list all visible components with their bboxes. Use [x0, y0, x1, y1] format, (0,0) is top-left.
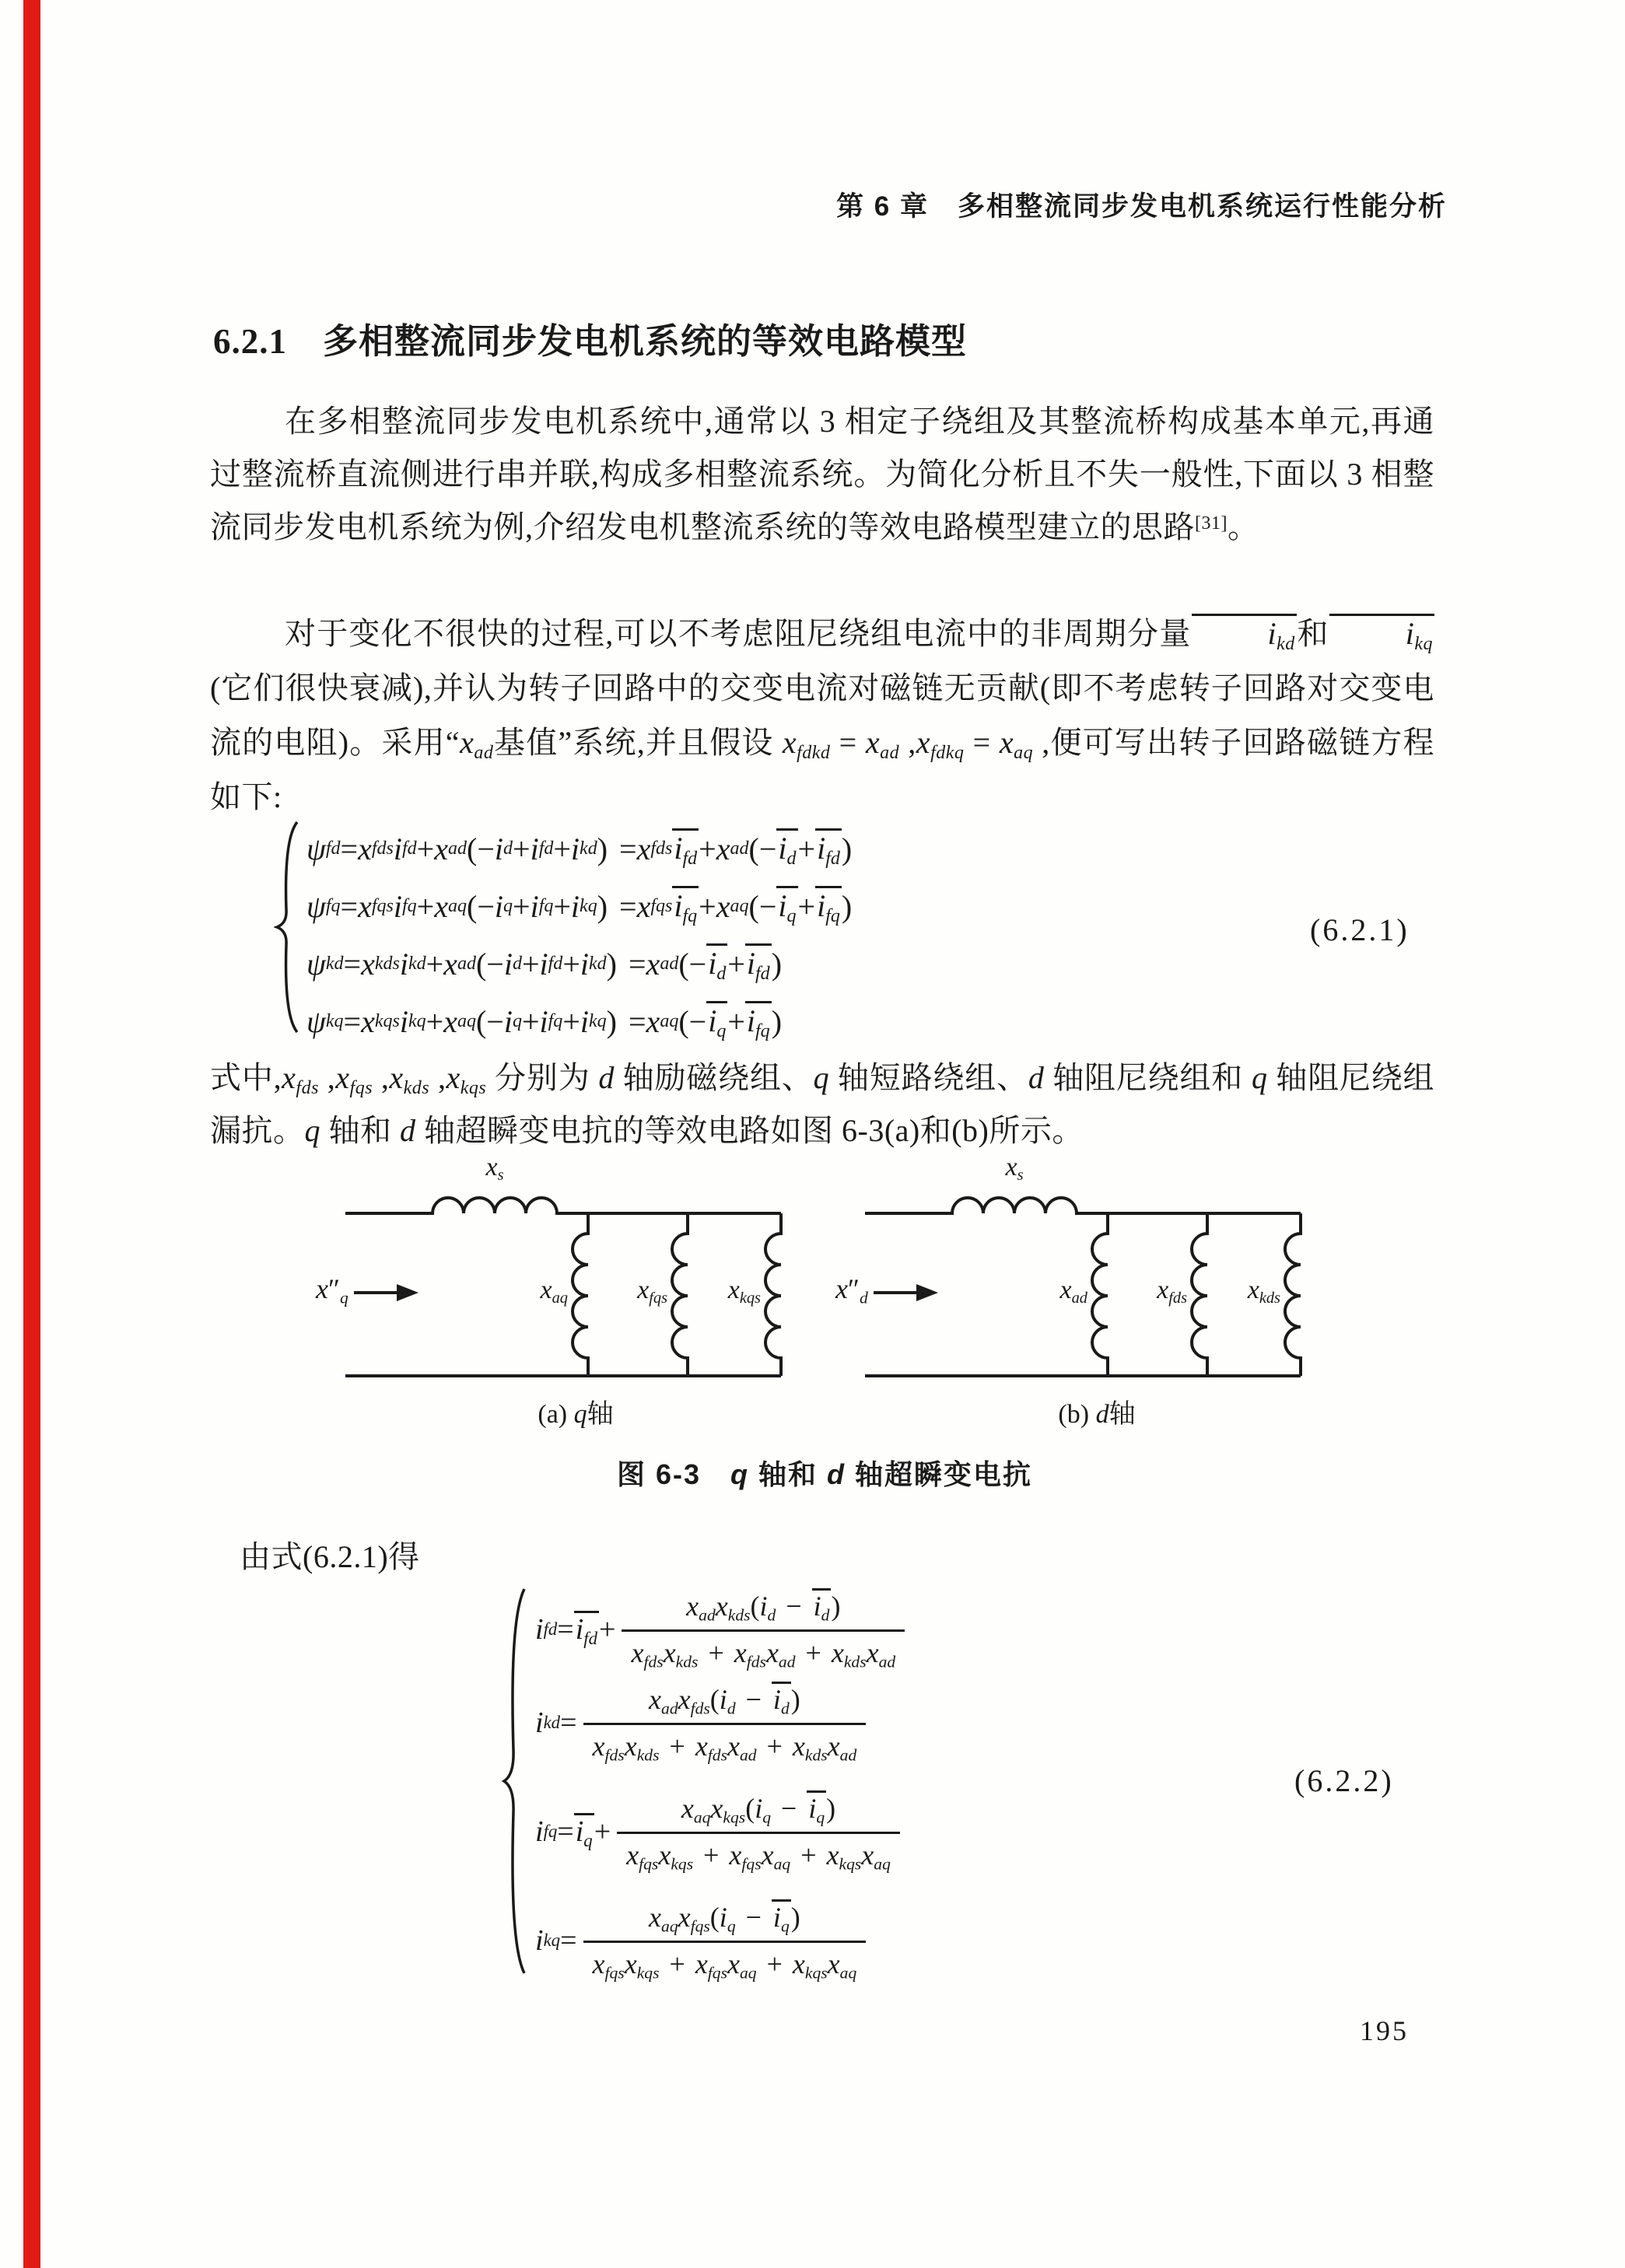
current-direction-arrow-icon	[354, 1284, 419, 1301]
equation-line: ψ fd = x fds i fd + x ad (− i d + i fd + i kd ) = x fds $i_{fd}$ + x ad (− $i_d$ + $i_{fd}$ )	[306, 820, 852, 877]
branch-reactance-label: $x_{kds}$	[1247, 1276, 1280, 1307]
equation-6-2-2-brace	[501, 1587, 527, 1976]
paragraph-where: 式中$,x_{fds}$ $,x_{fqs}$ $,x_{kds}$ $,x_{kqs}$ 分别为 d 轴励磁绕组、q 轴短路绕组、d 轴阻尼绕组和 q 轴阻尼绕组漏抗。q 轴和 d 轴超瞬变电抗的等效电路如图 6-3(a)和(b)所示。	[210, 1060, 1435, 1148]
branch-reactance-label: $x_{ad}$	[1059, 1276, 1087, 1307]
sub-caption-b: (b) d轴	[1058, 1400, 1136, 1429]
sub-caption-a: (a) q轴	[538, 1400, 614, 1429]
equation-line: i kd = $\frac{x_{ad}x_{fds}(i_d - i_d)}{x_{fds}x_{kds} + x_{fds}x_{ad} + x_{kds}x_{ad}}$	[535, 1676, 911, 1769]
branch-reactance-label: $x_{fds}$	[1157, 1276, 1187, 1307]
paragraph-assumptions: 对于变化不很快的过程,可以不考虑阻尼绕组电流中的非周期分量 $i_{kd}$和 $i_{kq}$(它们很快衰减),并认为转子回路中的交变电流对磁链无贡献(即不考虑转子回路对交变电流的电阻)。采用“$x_{ad}$基值”系统,并且假设 $x_{fdkd} = x_{ad}$ $,x_{fdkq} = x_{aq}$ ,便可写出转子回路磁链方程如下:	[210, 607, 1434, 824]
input-reactance-label: $x''_q$	[316, 1273, 348, 1307]
page-number: 195	[1360, 2015, 1409, 2046]
section-title: 多相整流同步发电机系统的等效电路模型	[323, 321, 968, 361]
figure-caption: 图 6-3 q 轴和 d 轴超瞬变电抗	[616, 1458, 1033, 1490]
equation-6-2-1-brace	[274, 820, 300, 1034]
paragraph-intro: 在多相整流同步发电机系统中,通常以 3 相定子绕组及其整流桥构成基本单元,再通过整流桥直流侧进行串并联,构成多相整流系统。为简化分析且不失一般性,下面以 3 相整流同步发电机系统为例,介绍发电机整流系统的等效电路模型建立的思路[31]。	[210, 404, 1434, 544]
scan-edge-artifact	[23, 0, 40, 2268]
section-number: 6.2.1	[213, 322, 287, 361]
equation-number-6-2-1: (6.2.1)	[1310, 912, 1410, 947]
branch-reactance-label: $x_{aq}$	[540, 1276, 568, 1307]
equation-line: i fq = $i_q$ + $\frac{x_{aq}x_{kqs}(i_q - i_q)}{x_{fqs}x_{kqs} + x_{fqs}x_{aq} + x_{kqs}x_{aq}}$	[535, 1769, 911, 1894]
branch-reactance-label: $x_{kqs}$	[727, 1276, 761, 1307]
equation-6-2-1	[306, 820, 852, 1050]
section-heading	[213, 313, 967, 363]
series-inductor-icon	[865, 1198, 1301, 1213]
derive-line: 由式(6.2.1)得	[240, 1539, 420, 1574]
shunt-inductor-icon	[1285, 1213, 1301, 1376]
input-reactance-label: $x''_d$	[835, 1273, 868, 1307]
equation-line: ψ fq = x fqs i fq + x aq (− i q + i fq + i kq ) = x fqs $i_{fq}$ + x aq (− $i_q$ + $i_{fq}$ )	[306, 877, 852, 935]
current-direction-arrow-icon	[874, 1284, 938, 1301]
equation-6-2-2	[535, 1583, 911, 1987]
equation-line: ψ kq = x kqs i kq + x aq (− i q + i fq + i kq ) = x aq (− $i_q$ + $i_{fq}$ )	[306, 992, 852, 1050]
circuit-a-diagram	[319, 1151, 793, 1392]
series-reactance-label: $x_s$	[485, 1153, 504, 1185]
shunt-inductor-icon	[765, 1213, 781, 1376]
circuit-b-diagram	[839, 1151, 1313, 1392]
series-inductor-icon	[345, 1198, 781, 1213]
equation-line: i kq = $\frac{x_{aq}x_{fqs}(i_q - i_q)}{x_{fqs}x_{kqs} + x_{fqs}x_{aq} + x_{kqs}x_{aq}}$	[535, 1894, 911, 1987]
equation-number-6-2-2: (6.2.2)	[1294, 1763, 1394, 1798]
running-header: 第 6 章 多相整流同步发电机系统运行性能分析	[836, 191, 1447, 222]
equation-line: i fd = $i_{fd}$ + $\frac{x_{ad}x_{kds}(i_d - i_d)}{x_{fds}x_{kds} + x_{fds}x_{ad} + x_{kds}x_{ad}}$	[535, 1583, 911, 1676]
series-reactance-label: $x_s$	[1005, 1153, 1024, 1185]
branch-reactance-label: $x_{fqs}$	[637, 1276, 667, 1307]
equation-line: ψ kd = x kds i kd + x ad (− i d + i fd + i kd ) = x ad (− $i_d$ + $i_{fd}$ )	[306, 935, 852, 992]
